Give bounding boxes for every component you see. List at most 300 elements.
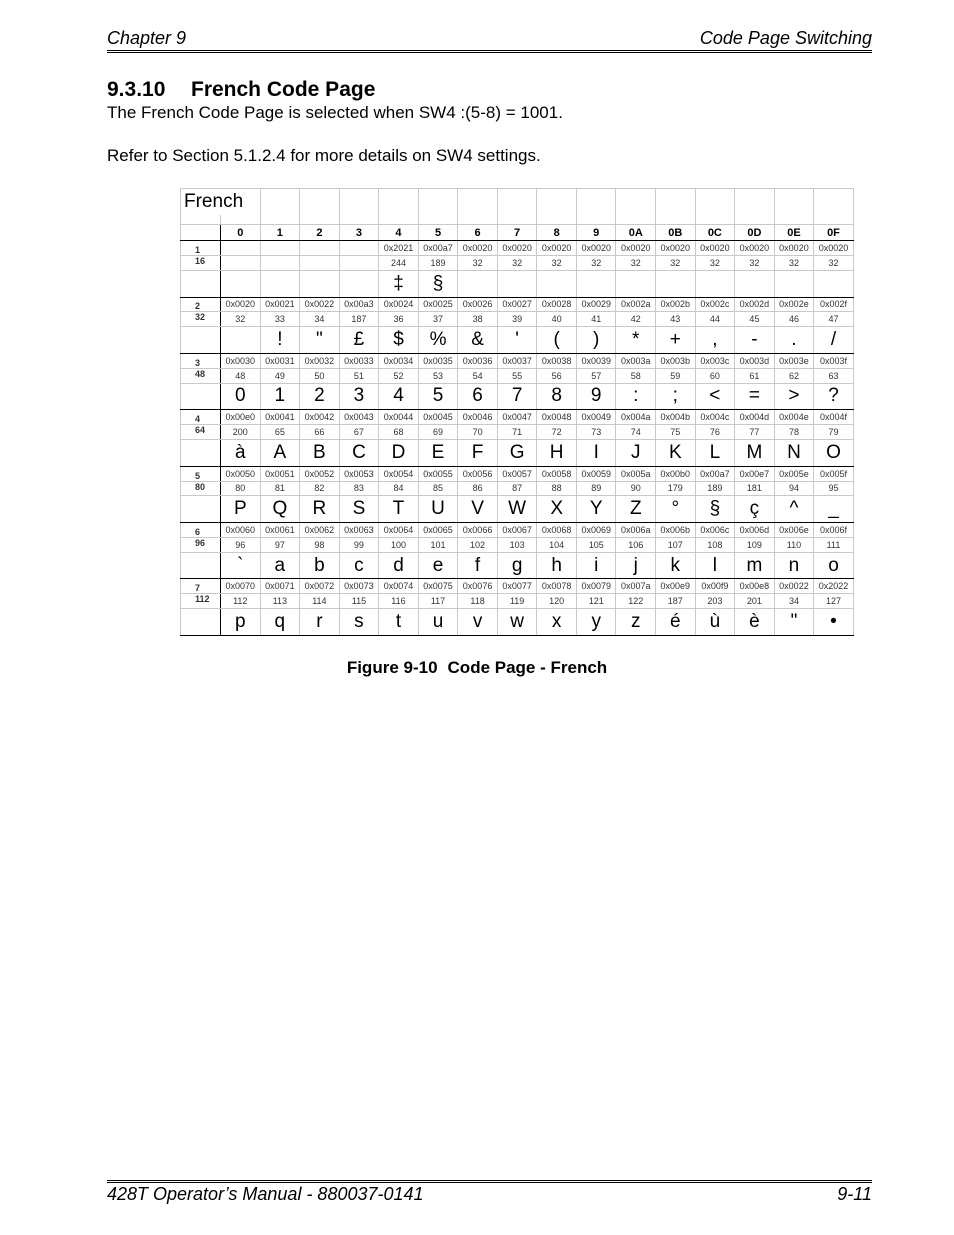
hex-code: 0x0020 xyxy=(537,241,577,256)
glyph-cell: w xyxy=(497,609,537,636)
hex-code: 0x0020 xyxy=(497,241,537,256)
column-header: 1 xyxy=(260,225,300,241)
decimal-code: 62 xyxy=(774,368,814,383)
decimal-code: 32 xyxy=(616,256,656,271)
decimal-code: 80 xyxy=(221,481,261,496)
decimal-code: 200 xyxy=(221,425,261,440)
table-cell xyxy=(260,189,300,215)
hex-code: 0x0066 xyxy=(458,523,498,538)
decimal-code: 96 xyxy=(221,537,261,552)
row-label-blank xyxy=(181,383,221,410)
paragraph: Refer to Section 5.1.2.4 for more details on SW4 settings. xyxy=(107,146,541,165)
decimal-code: 32 xyxy=(458,256,498,271)
table-title: French xyxy=(181,189,261,215)
decimal-code xyxy=(339,256,379,271)
decimal-code: 101 xyxy=(418,537,458,552)
hex-code: 0x002b xyxy=(656,297,696,312)
hex-code: 0x0020 xyxy=(774,241,814,256)
section-number: 9.3.10 xyxy=(107,78,166,101)
row-label-blank xyxy=(181,270,221,297)
hex-code: 0x0030 xyxy=(221,353,261,368)
table-row xyxy=(181,481,854,496)
glyph-cell xyxy=(735,270,775,297)
glyph-cell: . xyxy=(774,327,814,354)
table-row xyxy=(181,594,854,609)
glyph-cell: " xyxy=(300,327,340,354)
hex-code: 0x0060 xyxy=(221,523,261,538)
decimal-code: 32 xyxy=(774,256,814,271)
glyph-cell xyxy=(774,270,814,297)
decimal-code: 52 xyxy=(379,368,419,383)
hex-code: 0x006d xyxy=(735,523,775,538)
hex-code: 0x0074 xyxy=(379,579,419,594)
column-header: 7 xyxy=(497,225,537,241)
glyph-cell: & xyxy=(458,327,498,354)
hex-code: 0x0078 xyxy=(537,579,577,594)
table-cell xyxy=(616,215,656,225)
glyph-cell xyxy=(656,270,696,297)
glyph-cell: f xyxy=(458,552,498,579)
hex-code: 0x00a7 xyxy=(695,466,735,481)
hex-code: 0x002d xyxy=(735,297,775,312)
hex-code: 0x0056 xyxy=(458,466,498,481)
glyph-cell: $ xyxy=(379,327,419,354)
hex-code: 0x004b xyxy=(656,410,696,425)
row-label-blank xyxy=(181,327,221,354)
table-cell xyxy=(735,189,775,215)
hex-code: 0x0065 xyxy=(418,523,458,538)
glyph-cell: z xyxy=(616,609,656,636)
glyph-cell: 8 xyxy=(537,383,577,410)
figure-title: Code Page - French xyxy=(447,658,608,677)
hex-code: 0x0050 xyxy=(221,466,261,481)
hex-code: 0x0073 xyxy=(339,579,379,594)
decimal-code: 32 xyxy=(735,256,775,271)
column-header: 2 xyxy=(300,225,340,241)
hex-code: 0x0041 xyxy=(260,410,300,425)
table-row xyxy=(181,353,854,368)
footer-rule xyxy=(107,1180,872,1183)
hex-code: 0x0077 xyxy=(497,579,537,594)
decimal-code: 69 xyxy=(418,425,458,440)
decimal-code: 127 xyxy=(814,594,854,609)
decimal-code: 78 xyxy=(774,425,814,440)
glyph-cell xyxy=(221,327,261,354)
glyph-cell: ? xyxy=(814,383,854,410)
glyph-cell: k xyxy=(656,552,696,579)
hex-code: 0x0071 xyxy=(260,579,300,594)
corner-cell xyxy=(181,225,221,241)
decimal-code: 94 xyxy=(774,481,814,496)
glyph-cell: g xyxy=(497,552,537,579)
glyph-cell: b xyxy=(300,552,340,579)
table-cell xyxy=(300,215,340,225)
hex-code: 0x0043 xyxy=(339,410,379,425)
hex-code: 0x0038 xyxy=(537,353,577,368)
hex-code: 0x0059 xyxy=(576,466,616,481)
glyph-cell: ‡ xyxy=(379,270,419,297)
glyph-cell: 3 xyxy=(339,383,379,410)
hex-code: 0x005f xyxy=(814,466,854,481)
column-header: 4 xyxy=(379,225,419,241)
hex-code: 0x0033 xyxy=(339,353,379,368)
glyph-cell: D xyxy=(379,440,419,467)
glyph-cell: M xyxy=(735,440,775,467)
glyph-cell: - xyxy=(735,327,775,354)
decimal-code: 37 xyxy=(418,312,458,327)
decimal-code: 116 xyxy=(379,594,419,609)
hex-code: 0x003c xyxy=(695,353,735,368)
hex-code: 0x00a7 xyxy=(418,241,458,256)
hex-code: 0x0044 xyxy=(379,410,419,425)
hex-code: 0x0049 xyxy=(576,410,616,425)
glyph-cell: ° xyxy=(656,496,696,523)
decimal-code: 120 xyxy=(537,594,577,609)
decimal-code: 56 xyxy=(537,368,577,383)
column-header-row xyxy=(181,225,854,241)
decimal-code: 203 xyxy=(695,594,735,609)
decimal-code: 106 xyxy=(616,537,656,552)
hex-code: 0x0032 xyxy=(300,353,340,368)
hex-code xyxy=(260,241,300,256)
table-cell xyxy=(300,189,340,215)
decimal-code: 114 xyxy=(300,594,340,609)
hex-code: 0x0061 xyxy=(260,523,300,538)
glyph-cell: R xyxy=(300,496,340,523)
decimal-code: 83 xyxy=(339,481,379,496)
hex-code: 0x004e xyxy=(774,410,814,425)
decimal-code: 100 xyxy=(379,537,419,552)
hex-code: 0x0034 xyxy=(379,353,419,368)
hex-code: 0x0052 xyxy=(300,466,340,481)
decimal-code: 49 xyxy=(260,368,300,383)
column-header: 0E xyxy=(774,225,814,241)
row-label: 4 xyxy=(181,410,221,425)
decimal-code: 118 xyxy=(458,594,498,609)
decimal-code: 46 xyxy=(774,312,814,327)
table-cell xyxy=(260,215,300,225)
glyph-cell: 9 xyxy=(576,383,616,410)
figure-caption xyxy=(0,658,954,678)
table-title-row xyxy=(181,189,854,215)
hex-code: 0x00a3 xyxy=(339,297,379,312)
hex-code: 0x003e xyxy=(774,353,814,368)
hex-code: 0x0020 xyxy=(695,241,735,256)
hex-code: 0x0076 xyxy=(458,579,498,594)
hex-code: 0x005a xyxy=(616,466,656,481)
decimal-code: 189 xyxy=(695,481,735,496)
hex-code: 0x0054 xyxy=(379,466,419,481)
glyph-cell: ' xyxy=(497,327,537,354)
decimal-code: 84 xyxy=(379,481,419,496)
decimal-code: 33 xyxy=(260,312,300,327)
hex-code: 0x004a xyxy=(616,410,656,425)
glyph-cell: § xyxy=(418,270,458,297)
glyph-cell: 2 xyxy=(300,383,340,410)
glyph-cell xyxy=(339,270,379,297)
decimal-code: 108 xyxy=(695,537,735,552)
glyph-cell: E xyxy=(418,440,458,467)
glyph-cell: r xyxy=(300,609,340,636)
code-page-table xyxy=(180,188,854,636)
hex-code: 0x006a xyxy=(616,523,656,538)
table-row xyxy=(181,327,854,354)
table-row xyxy=(181,297,854,312)
table-row xyxy=(181,368,854,383)
glyph-cell: % xyxy=(418,327,458,354)
glyph-cell: c xyxy=(339,552,379,579)
glyph-cell: I xyxy=(576,440,616,467)
row-decimal-label: 80 xyxy=(181,481,221,496)
table-cell xyxy=(339,215,379,225)
decimal-code: 41 xyxy=(576,312,616,327)
hex-code xyxy=(300,241,340,256)
decimal-code: 66 xyxy=(300,425,340,440)
section-title: French Code Page xyxy=(191,78,376,101)
glyph-cell: + xyxy=(656,327,696,354)
manual-title: 428T Operator’s Manual - 880037-0141 xyxy=(107,1184,424,1204)
glyph-cell xyxy=(576,270,616,297)
decimal-code: 42 xyxy=(616,312,656,327)
table-row xyxy=(181,537,854,552)
row-label: 2 xyxy=(181,297,221,312)
table-row xyxy=(181,312,854,327)
hex-code: 0x0022 xyxy=(774,579,814,594)
decimal-code: 36 xyxy=(379,312,419,327)
row-label-blank xyxy=(181,496,221,523)
decimal-code: 32 xyxy=(695,256,735,271)
hex-code: 0x0039 xyxy=(576,353,616,368)
decimal-code: 74 xyxy=(616,425,656,440)
decimal-code: 51 xyxy=(339,368,379,383)
table-row xyxy=(181,241,854,256)
header-rule xyxy=(107,50,872,53)
glyph-cell: X xyxy=(537,496,577,523)
hex-code: 0x2022 xyxy=(814,579,854,594)
glyph-cell: é xyxy=(656,609,696,636)
table-row xyxy=(181,410,854,425)
row-decimal-label: 112 xyxy=(181,594,221,609)
table-cell xyxy=(537,189,577,215)
hex-code: 0x00e8 xyxy=(735,579,775,594)
decimal-code: 187 xyxy=(656,594,696,609)
decimal-code: 121 xyxy=(576,594,616,609)
column-header: 3 xyxy=(339,225,379,241)
hex-code: 0x0031 xyxy=(260,353,300,368)
decimal-code: 109 xyxy=(735,537,775,552)
decimal-code: 111 xyxy=(814,537,854,552)
table-cell xyxy=(181,215,221,225)
table-cell xyxy=(497,215,537,225)
decimal-code: 99 xyxy=(339,537,379,552)
decimal-code: 50 xyxy=(300,368,340,383)
chapter-title: Code Page Switching xyxy=(699,28,872,48)
glyph-cell: m xyxy=(735,552,775,579)
hex-code: 0x0020 xyxy=(221,297,261,312)
column-header: 5 xyxy=(418,225,458,241)
decimal-code: 77 xyxy=(735,425,775,440)
decimal-code: 95 xyxy=(814,481,854,496)
table-cell xyxy=(656,189,696,215)
hex-code: 0x0051 xyxy=(260,466,300,481)
decimal-code: 87 xyxy=(497,481,537,496)
decimal-code: 79 xyxy=(814,425,854,440)
decimal-code: 110 xyxy=(774,537,814,552)
hex-code: 0x003a xyxy=(616,353,656,368)
glyph-cell: K xyxy=(656,440,696,467)
glyph-cell: p xyxy=(221,609,261,636)
hex-code: 0x0020 xyxy=(656,241,696,256)
hex-code: 0x0022 xyxy=(300,297,340,312)
decimal-code: 43 xyxy=(656,312,696,327)
glyph-cell: j xyxy=(616,552,656,579)
decimal-code: 63 xyxy=(814,368,854,383)
decimal-code: 32 xyxy=(656,256,696,271)
glyph-cell: O xyxy=(814,440,854,467)
hex-code: 0x004c xyxy=(695,410,735,425)
table-row xyxy=(181,496,854,523)
glyph-cell xyxy=(814,270,854,297)
glyph-cell xyxy=(458,270,498,297)
table-cell xyxy=(458,215,498,225)
hex-code: 0x003f xyxy=(814,353,854,368)
table-cell xyxy=(379,215,419,225)
decimal-code: 117 xyxy=(418,594,458,609)
glyph-cell: t xyxy=(379,609,419,636)
hex-code: 0x0028 xyxy=(537,297,577,312)
hex-code: 0x0055 xyxy=(418,466,458,481)
hex-code: 0x0072 xyxy=(300,579,340,594)
decimal-code: 54 xyxy=(458,368,498,383)
glyph-cell: 7 xyxy=(497,383,537,410)
glyph-cell: * xyxy=(616,327,656,354)
glyph-cell xyxy=(260,270,300,297)
hex-code: 0x00e7 xyxy=(735,466,775,481)
decimal-code xyxy=(260,256,300,271)
glyph-cell: T xyxy=(379,496,419,523)
hex-code: 0x0062 xyxy=(300,523,340,538)
glyph-cell: J xyxy=(616,440,656,467)
column-header: 6 xyxy=(458,225,498,241)
glyph-cell: P xyxy=(221,496,261,523)
table-row xyxy=(181,609,854,636)
table-cell xyxy=(695,215,735,225)
hex-code: 0x0053 xyxy=(339,466,379,481)
hex-code: 0x0020 xyxy=(616,241,656,256)
hex-code: 0x2021 xyxy=(379,241,419,256)
hex-code: 0x0021 xyxy=(260,297,300,312)
hex-code: 0x004d xyxy=(735,410,775,425)
table-cell xyxy=(418,215,458,225)
hex-code: 0x0063 xyxy=(339,523,379,538)
column-header: 0F xyxy=(814,225,854,241)
decimal-code: 90 xyxy=(616,481,656,496)
hex-code: 0x003d xyxy=(735,353,775,368)
row-decimal-label: 32 xyxy=(181,312,221,327)
glyph-cell: " xyxy=(774,609,814,636)
decimal-code: 44 xyxy=(695,312,735,327)
glyph-cell: Q xyxy=(260,496,300,523)
decimal-code: 67 xyxy=(339,425,379,440)
glyph-cell: s xyxy=(339,609,379,636)
decimal-code: 61 xyxy=(735,368,775,383)
glyph-cell: / xyxy=(814,327,854,354)
row-label: 1 xyxy=(181,241,221,256)
hex-code: 0x0046 xyxy=(458,410,498,425)
row-label: 7 xyxy=(181,579,221,594)
hex-code: 0x0048 xyxy=(537,410,577,425)
table-cell xyxy=(576,215,616,225)
hex-code: 0x006b xyxy=(656,523,696,538)
hex-code: 0x003b xyxy=(656,353,696,368)
decimal-code: 104 xyxy=(537,537,577,552)
glyph-cell xyxy=(537,270,577,297)
hex-code: 0x0045 xyxy=(418,410,458,425)
hex-code xyxy=(339,241,379,256)
glyph-cell: ) xyxy=(576,327,616,354)
column-header: 0A xyxy=(616,225,656,241)
glyph-cell: _ xyxy=(814,496,854,523)
glyph-cell: d xyxy=(379,552,419,579)
glyph-cell: A xyxy=(260,440,300,467)
decimal-code: 179 xyxy=(656,481,696,496)
column-header: 9 xyxy=(576,225,616,241)
glyph-cell: C xyxy=(339,440,379,467)
column-header: 8 xyxy=(537,225,577,241)
decimal-code: 32 xyxy=(814,256,854,271)
table-cell xyxy=(418,189,458,215)
hex-code: 0x0020 xyxy=(458,241,498,256)
page-number: 9-11 xyxy=(837,1184,872,1204)
glyph-cell: à xyxy=(221,440,261,467)
table-row xyxy=(181,440,854,467)
hex-code: 0x0020 xyxy=(576,241,616,256)
glyph-cell: § xyxy=(695,496,735,523)
table-cell xyxy=(497,189,537,215)
glyph-cell: B xyxy=(300,440,340,467)
glyph-cell: S xyxy=(339,496,379,523)
decimal-code: 119 xyxy=(497,594,537,609)
decimal-code: 40 xyxy=(537,312,577,327)
hex-code: 0x00f9 xyxy=(695,579,735,594)
table-row xyxy=(181,523,854,538)
glyph-cell: Y xyxy=(576,496,616,523)
row-label: 5 xyxy=(181,466,221,481)
glyph-cell: y xyxy=(576,609,616,636)
row-label: 3 xyxy=(181,353,221,368)
glyph-cell: ; xyxy=(656,383,696,410)
glyph-cell: 4 xyxy=(379,383,419,410)
table-cell xyxy=(735,215,775,225)
glyph-cell: u xyxy=(418,609,458,636)
decimal-code: 73 xyxy=(576,425,616,440)
glyph-cell: ^ xyxy=(774,496,814,523)
decimal-code: 85 xyxy=(418,481,458,496)
glyph-cell: 6 xyxy=(458,383,498,410)
table-row xyxy=(181,579,854,594)
decimal-code: 32 xyxy=(497,256,537,271)
table-spacer-row xyxy=(181,215,854,225)
decimal-code: 86 xyxy=(458,481,498,496)
hex-code: 0x006e xyxy=(774,523,814,538)
decimal-code: 32 xyxy=(221,312,261,327)
row-decimal-label: 96 xyxy=(181,537,221,552)
table-cell xyxy=(221,215,261,225)
hex-code: 0x005e xyxy=(774,466,814,481)
glyph-cell: > xyxy=(774,383,814,410)
decimal-code: 76 xyxy=(695,425,735,440)
hex-code: 0x006f xyxy=(814,523,854,538)
